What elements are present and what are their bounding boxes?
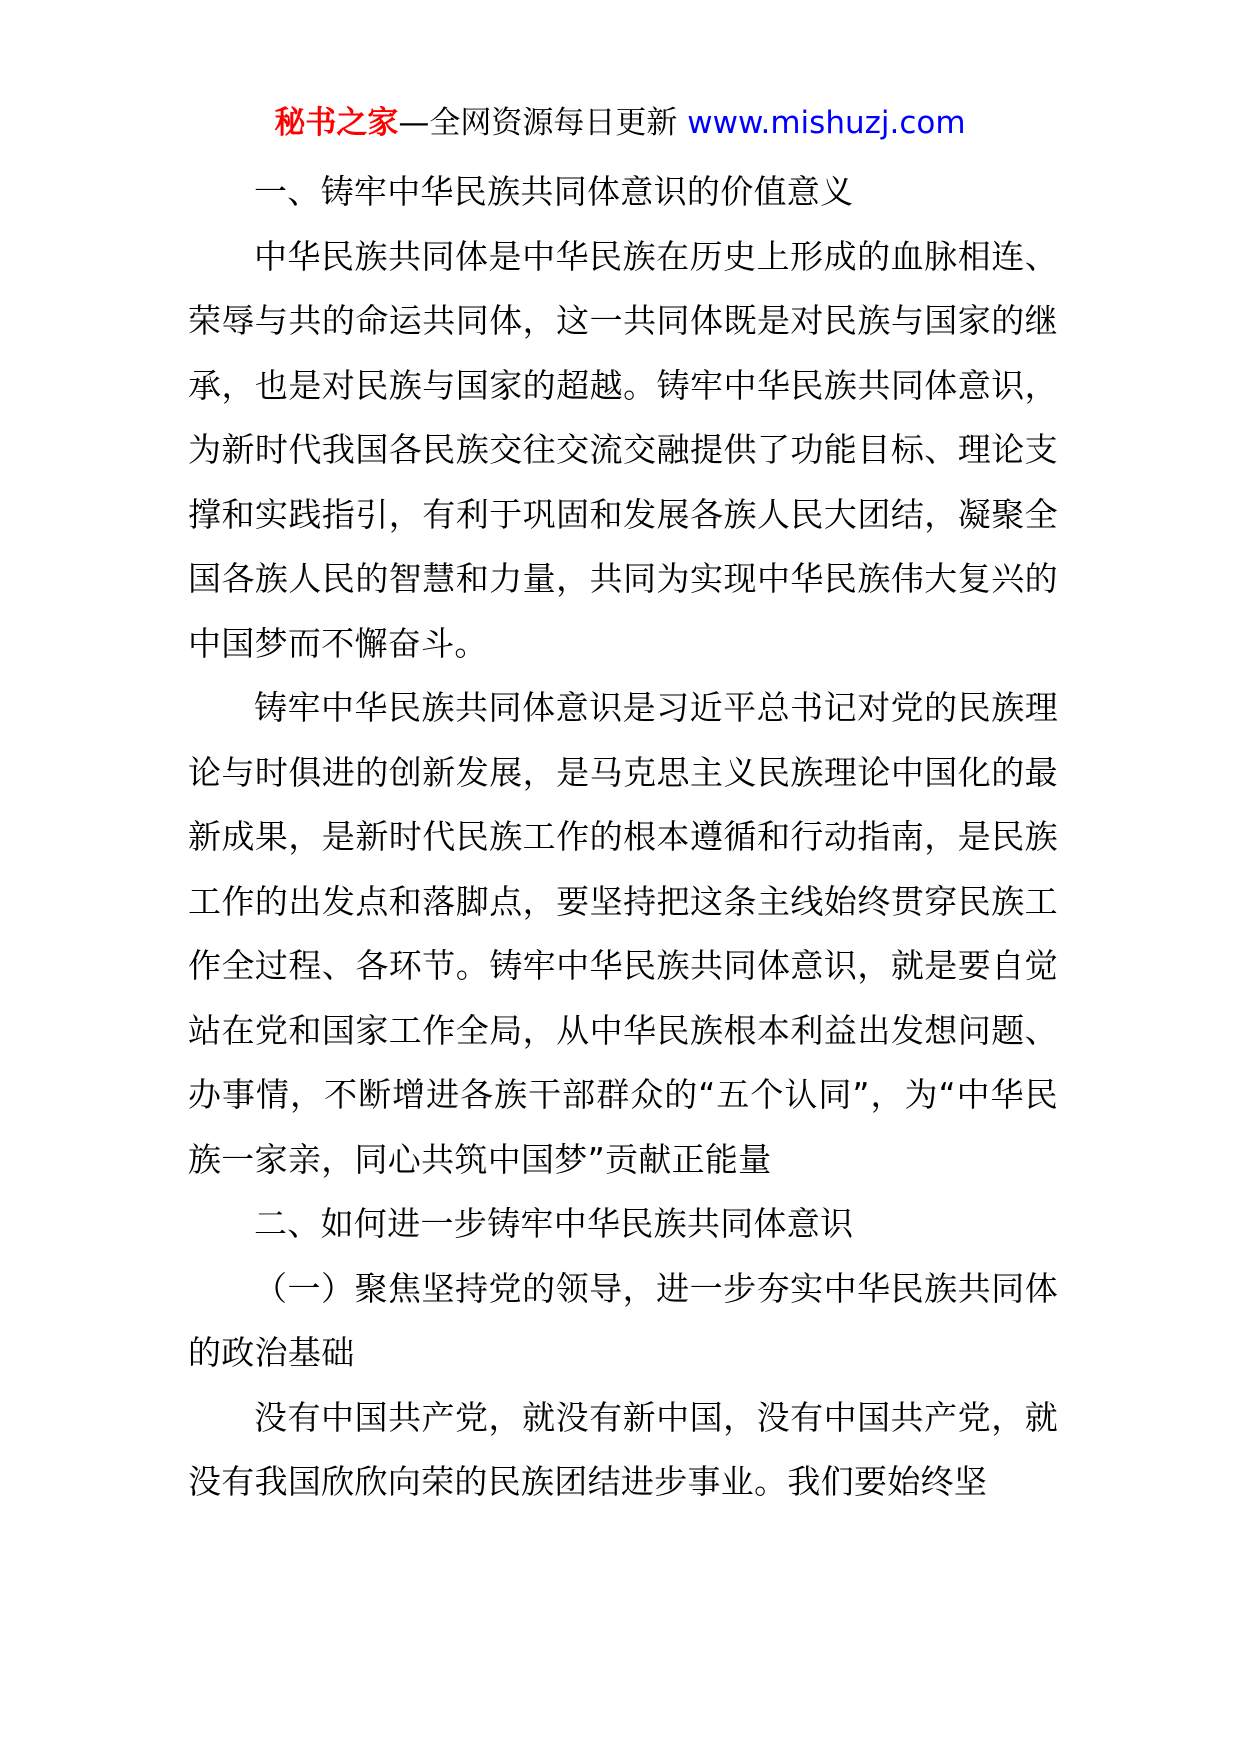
paragraph: 中华民族共同体是中华民族在历史上形成的血脉相连、荣辱与共的命运共同体，这一共同体既是对民族与国家的继承，也是对民族与国家的超越。铸牢中华民族共同体意识，为新时代我国各民族交往交流交融提供了功能目标、理论支撑和实践指引，有利于巩固和发展各族人民大团结，凝聚全国各族人民的智慧和力量，共同为实现中华民族伟大复兴的中国梦而不懈奋斗。 bbox=[188, 236, 1058, 663]
site-brand: 秘书之家 bbox=[274, 105, 399, 141]
site-url-link[interactable]: www.mishuzj.com bbox=[687, 105, 966, 141]
site-header bbox=[0, 101, 1240, 145]
document-body bbox=[188, 160, 1058, 1515]
subsection-heading-1: （一）聚焦坚持党的领导，进一步夯实中华民族共同体的政治基础 bbox=[188, 1268, 1058, 1372]
paragraph: 没有中国共产党，就没有新中国，没有中国共产党，就没有我国欣欣向荣的民族团结进步事业。我们要始终坚 bbox=[188, 1397, 1058, 1501]
section-heading-2: 二、如何进一步铸牢中华民族共同体意识 bbox=[254, 1204, 854, 1243]
section-heading-1: 一、铸牢中华民族共同体意识的价值意义 bbox=[254, 172, 854, 211]
site-tagline: —全网资源每日更新 bbox=[398, 105, 678, 141]
paragraph: 铸牢中华民族共同体意识是习近平总书记对党的民族理论与时俱进的创新发展，是马克思主义民族理论中国化的最新成果，是新时代民族工作的根本遵循和行动指南，是民族工作的出发点和落脚点，要坚持把这条主线始终贯穿民族工作全过程、各环节。铸牢中华民族共同体意识，就是要自觉站在党和国家工作全局，从中华民族根本利益出发想问题、办事情，不断增进各族干部群众的“五个认同”，为“中华民族一家亲，同心共筑中国梦”贡献正能量 bbox=[188, 688, 1058, 1179]
